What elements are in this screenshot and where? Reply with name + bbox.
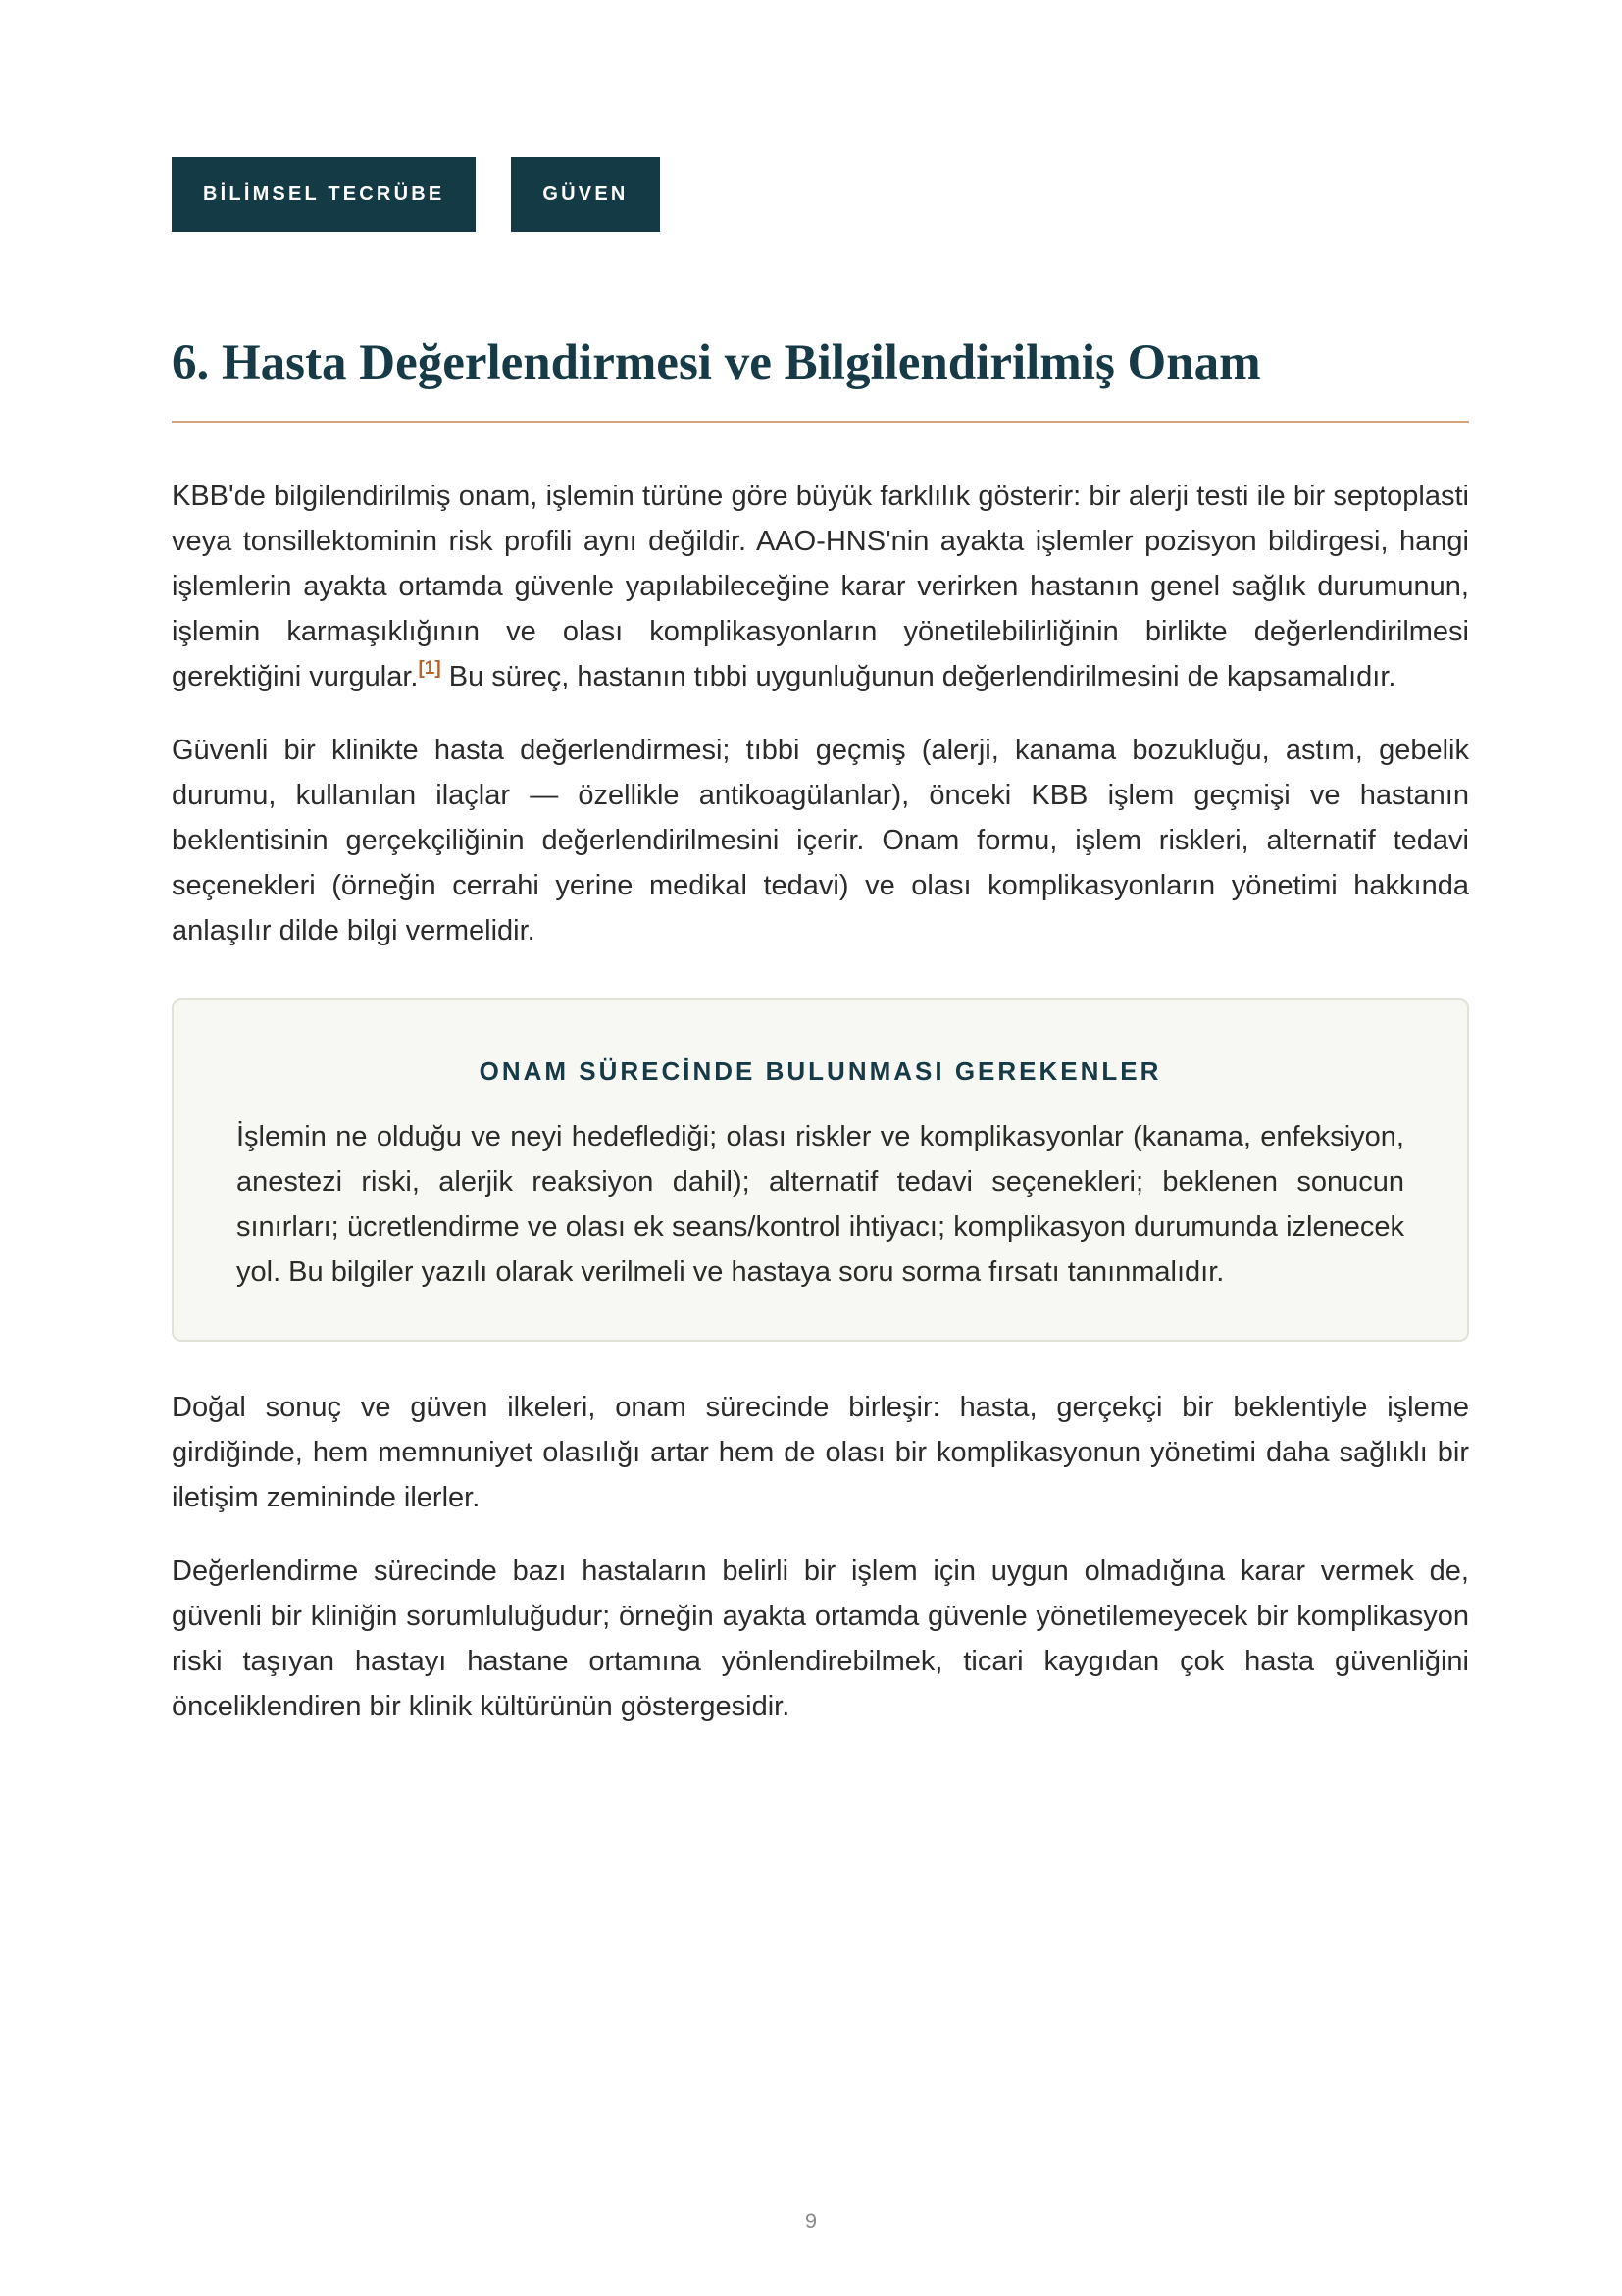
paragraph-natural-result-trust: Doğal sonuç ve güven ilkeleri, onam sürecinde birleşir: hasta, gerçekçi bir beklentiyle işleme girdiğinde, hem memnuniyet olasılığı artar hem de olası bir komplikasyonun yönetimi daha sağlıklı bir iletişim zemininde ilerler. [172, 1392, 1469, 1513]
callout-text: İşlemin ne olduğu ve neyi hedeflediği; olası riskler ve komplikasyonlar (kanama, enfeksiyon, anestezi riski, alerjik reaksiyon dahil); alternatif tedavi seçenekleri; beklenen sonucun sınırları; ücretlendirme ve olası ek seans/kontrol ihtiyacı; komplikasyon durumunda izlenecek yol. Bu bilgiler yazılı olarak verilmeli ve hastaya soru sorma fırsatı tanınmalıdır. [236, 1121, 1404, 1288]
section-title: 6. Hasta Değerlendirmesi ve Bilgilendirilmiş Onam [172, 335, 1261, 390]
reference-marker[interactable]: [1] [418, 658, 441, 679]
paragraph-patient-evaluation: Güvenli bir klinikte hasta değerlendirmesi; tıbbi geçmiş (alerji, kanama bozukluğu, astım, gebelik durumu, kullanılan ilaçlar — özellikle antikoagülanlar), önceki KBB işlem geçmişi ve hastanın beklentisinin gerçekçiliğinin değerlendirilmesini içerir. Onam formu, işlem riskleri, alternatif tedavi seçenekleri (örneğin cerrahi yerine medikal tedavi) ve olası komplikasyonların yönetimi hakkında anlaşılır dilde bilgi vermelidir. [172, 735, 1469, 946]
tag-scientific-experience: BİLİMSEL TECRÜBE [172, 157, 476, 232]
paragraph-text-continued: Bu süreç, hastanın tıbbi uygunluğunun değerlendirilmesini de kapsamalıdır. [440, 661, 1396, 692]
consent-requirements-callout [172, 998, 1469, 1342]
paragraph-informed-consent-intro [172, 474, 1469, 699]
page-number: 9 [804, 2209, 818, 2233]
tag-row [172, 157, 1469, 232]
paragraph-clinic-responsibility: Değerlendirme sürecinde bazı hastaların belirli bir işlem için uygun olmadığına karar vermek de, güvenli bir kliniğin sorumluluğudur; örneğin ayakta ortamda güvenle yönetilemeyecek bir komplikasyon riski taşıyan hastayı hastane ortamına yönlendirebilmek, ticari kaygıdan çok hasta güvenliğini önceliklendiren bir klinik kültürünün göstergesidir. [172, 1556, 1469, 1722]
paragraph-text: KBB'de bilgilendirilmiş onam, işlemin türüne göre büyük farklılık gösterir: bir alerji testi ile bir septoplasti veya tonsillektominin risk profili aynı değildir. AAO-HNS'nin ayakta işlemler pozisyon bildirgesi, hangi işlemlerin ayakta ortamda güvenle yapılabileceğine karar verirken hastanın genel sağlık durumunun, işlemin karmaşıklığının ve olası komplikasyonların yönetilebilirliğinin birlikte değerlendirilmesi gerektiğini vurgular. [172, 481, 1469, 692]
tag-trust: GÜVEN [511, 157, 659, 232]
title-divider [172, 421, 1469, 423]
document-page [172, 157, 1469, 1729]
callout-title: ONAM SÜRECİNDE BULUNMASI GEREKENLER [479, 1056, 1162, 1086]
